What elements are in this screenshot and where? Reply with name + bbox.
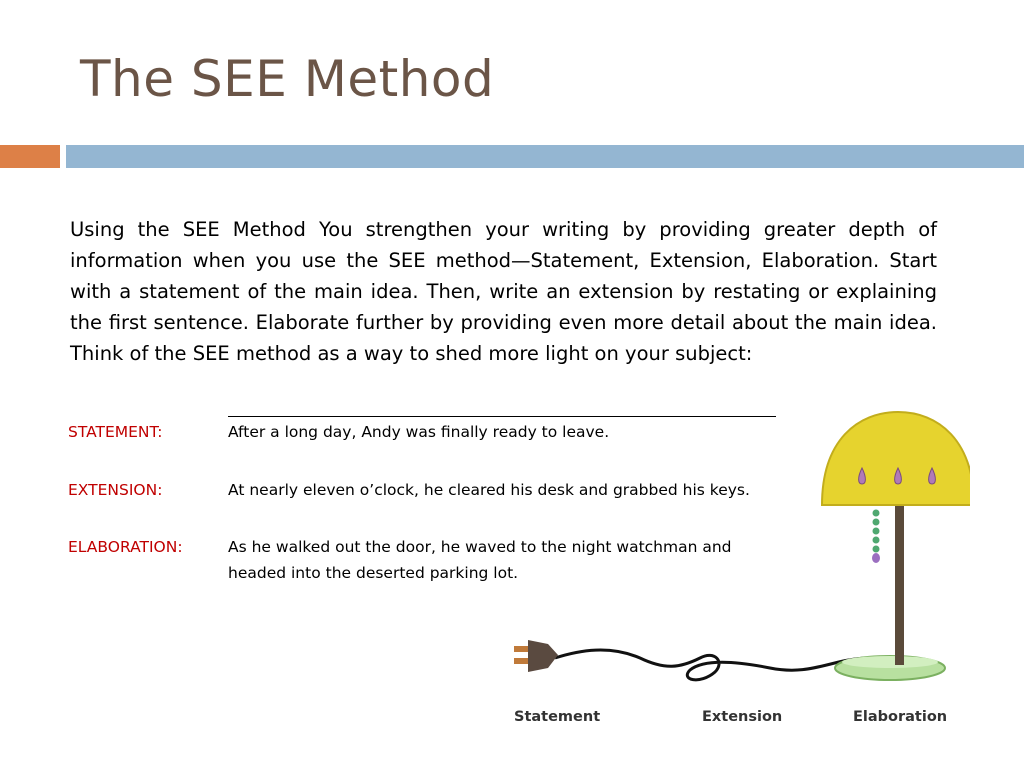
intro-paragraph: Using the SEE Method You strengthen your writing by providing greater depth of information when you use the SEE method—Statement, Extension, Elaboration. Start with a statement of the main idea. Then, write an extension by restating or explaining the first sentence. Elaborate further by providing even more detail about the main idea. Think of the SEE method as a way to shed more light on your subject: [70,218,937,365]
plug-icon [514,640,558,672]
caption-extension: Extension [702,709,783,725]
elaboration-label: ELABORATION: [68,538,183,556]
lamp-illustration [500,400,970,740]
accent-bar-blue [66,145,1024,168]
slide-title: The SEE Method [80,50,495,108]
cord-line [555,650,865,680]
lamp-pole [895,495,904,665]
elaboration-text: As he walked out the door, he waved to the night watchman and headed into the deserted parking lot. [228,538,732,582]
lamp-shade [822,412,970,505]
statement-text: After a long day, Andy was finally ready to leave. [228,423,610,441]
caption-elaboration: Elaboration [853,709,948,725]
extension-label: EXTENSION: [68,481,163,499]
accent-bar-orange [0,145,60,168]
extension-text: At nearly eleven o’clock, he cleared his desk and grabbed his keys. [228,481,750,499]
caption-statement: Statement [514,709,601,725]
pull-chain [872,510,880,564]
statement-label: STATEMENT: [68,423,163,441]
